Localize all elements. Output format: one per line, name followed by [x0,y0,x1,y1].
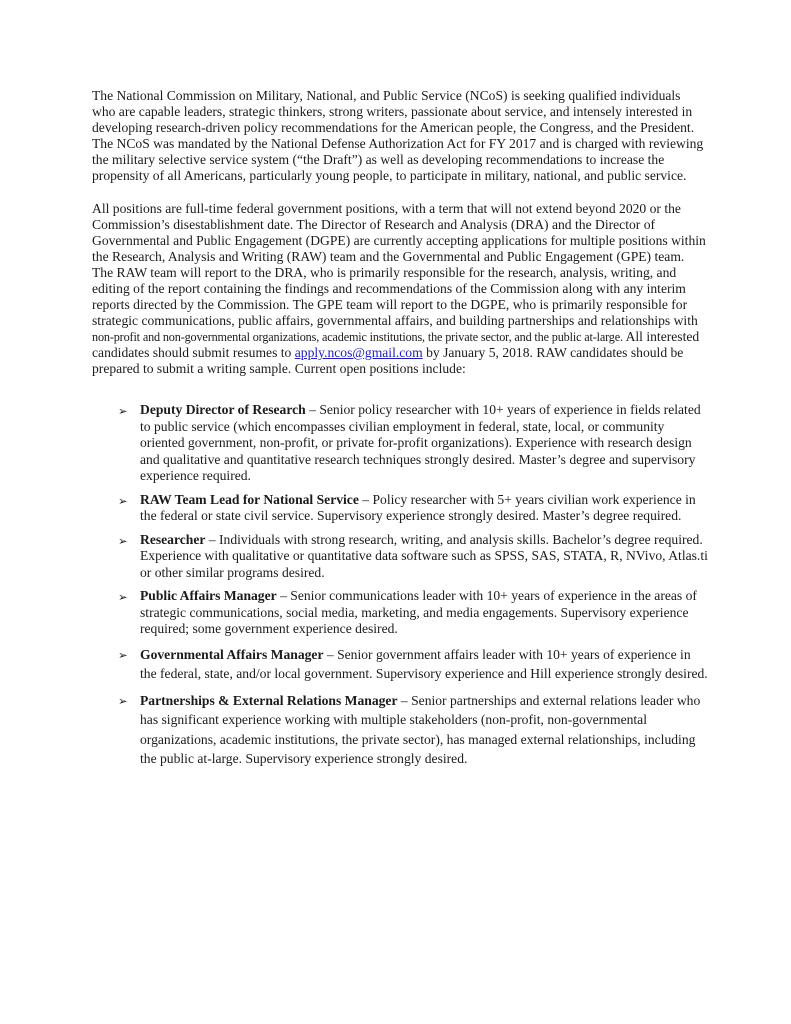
arrow-bullet-icon: ➢ [118,590,128,604]
arrow-bullet-icon: ➢ [118,493,128,508]
position-description: Policy researcher with 5+ years civilian work experience in the federal or state civil service. Supervisory experience strongly desired. Master’s degree required. [140,491,696,523]
position-description: Senior communications leader with 10+ years of experience in the areas of strategic communications, social media, marketing, and media engagements. Supervisory experience required; some government experience desired. [140,588,697,636]
separator-dash: – [323,646,338,662]
position-description: Senior government affairs leader with 10+ years of experience in the federal, state, and/or local government. Supervisory experience and Hill experience strongly desired. [140,646,708,681]
list-item-researcher [118,532,710,582]
position-title: Governmental Affairs Manager [140,646,324,662]
list-item-text [140,645,710,684]
arrow-bullet-icon: ➢ [118,693,128,708]
list-item-text [140,532,710,582]
list-item-text [140,492,710,525]
email-link[interactable]: apply.ncos@gmail.com [294,345,423,360]
arrow-bullet-icon: ➢ [118,533,128,548]
open-positions-list [92,402,710,769]
separator-dash: – [205,531,220,547]
list-item-governmental-affairs-manager [118,645,710,684]
position-description: Individuals with strong research, writing, and analysis skills. Bachelor’s degree required. Experience with qualitative or quantitative data software such as SPSS, SAS, STATA, R, NVivo, Atlas.ti or other similar programs desired. [140,531,708,580]
list-item-partnerships-external-relations-manager [118,691,710,769]
separator-dash: – [397,692,412,708]
list-item-text [140,691,710,769]
position-title: Public Affairs Manager [140,588,277,603]
list-item-public-affairs-manager [118,588,710,638]
separator-dash: – [276,588,291,603]
overview-text-2: All interested candidates should submit resumes to [92,329,700,360]
list-item-text [140,402,710,485]
position-title: RAW Team Lead for National Service [140,491,359,507]
list-item-raw-team-lead [118,492,710,525]
position-title: Deputy Director of Research [140,402,306,417]
position-title: Partnerships & External Relations Manager [140,692,398,708]
arrow-bullet-icon: ➢ [118,647,128,662]
positions-overview-paragraph [92,201,706,377]
position-title: Researcher [140,531,206,547]
separator-dash: – [358,491,373,507]
overview-text-3: by January 5, 2018. RAW candidates should be prepared to submit a writing sample. Current open positions include: [92,345,684,376]
arrow-bullet-icon: ➢ [118,404,128,418]
intro-paragraph [92,88,706,184]
list-item-text [140,588,710,638]
position-description: Senior partnerships and external relations leader who has significant experience working with multiple stakeholders (non-profit, non-governmental organizations, academic institutions, the private sector), has managed external relationships, including the public at-large. Supervisory experience strongly desired. [140,692,701,766]
separator-dash: – [305,402,320,417]
position-description: Senior policy researcher with 10+ years of experience in fields related to public service (which encompasses civilian employment in federal, state, local, or community oriented government, non-profit, or private for-profit organizations). Experience with research design and qualitative and quantitative research techniques strongly desired. Master’s degree and supervisory experience required. [140,402,701,483]
list-item-deputy-director-of-research [118,402,710,485]
overview-text-condensed: non-profit and non-governmental organizations, academic institutions, the private sector, and the public at-large. [92,330,623,344]
overview-text-1: All positions are full-time federal government positions, with a term that will not extend beyond 2020 or the Commission’s disestablishment date. The Director of Research and Analysis (DRA) and the Director of Governmental and Public Engagement (DGPE) are currently accepting applications for multiple positions within the Research, Analysis and Writing (RAW) team and the Governmental and Public Engagement (GPE) team. The RAW team will report to the DRA, who is primarily responsible for the research, analysis, writing, and editing of the report containing the findings and recommendations of the Commission along with any interim reports directed by the Commission. The GPE team will report to the DGPE, who is primarily responsible for strategic communications, public affairs, governmental affairs, and building partnerships and relationships with [92,201,706,328]
intro-paragraph-text: The National Commission on Military, National, and Public Service (NCoS) is seeking qualified individuals who are capable leaders, strategic thinkers, strong writers, passionate about service, and intensely interested in developing research-driven policy recommendations for the American people, the Congress, and the President. The NCoS was mandated by the National Defense Authorization Act for FY 2017 and is charged with reviewing the military selective service system (“the Draft”) as well as developing recommendations to increase the propensity of all Americans, particularly young people, to participate in military, national, and public service. [92,88,704,183]
